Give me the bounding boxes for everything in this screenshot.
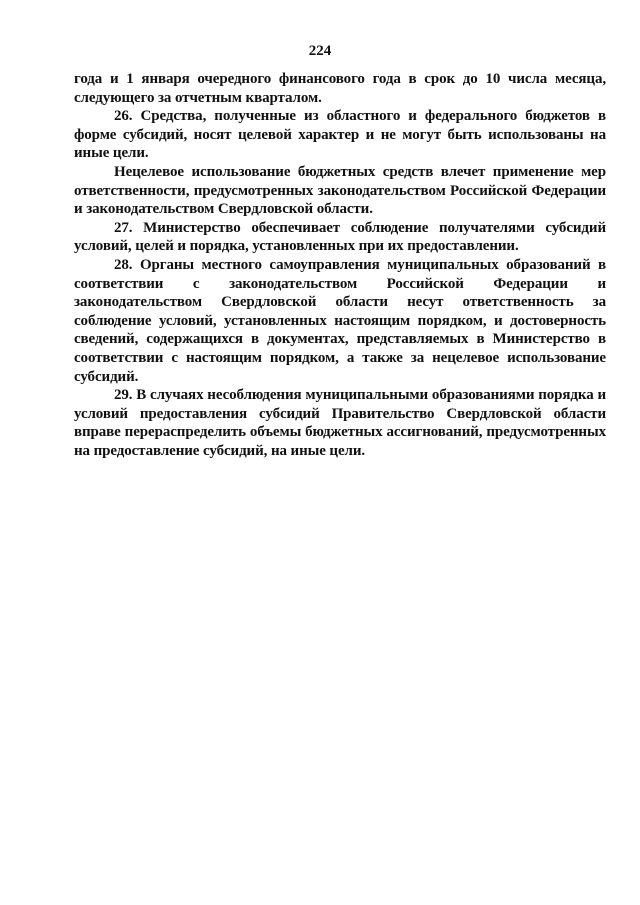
paragraph-continuation: года и 1 января очередного финансового года в срок до 10 числа месяца, следующего за отчетным кварталом. <box>74 71 606 106</box>
paragraph-29: 29. В случаях несоблюдения муниципальными образованиями порядка и условий предоставления субсидий Правительство Свердловской области вправе перераспределить объемы бюджетных ассигнований, предусмотренных на предоставление субсидий, на иные цели. <box>74 387 606 459</box>
page-number: 224 <box>308 43 332 59</box>
paragraph-27: 27. Министерство обеспечивает соблюдение получателями субсидий условий, целей и порядка, установленных при их предоставлении. <box>74 219 606 255</box>
paragraph-misuse-liability: Нецелевое использование бюджетных средств влечет применение мер ответственности, предусмотренных законодательством Российской Федерации и законодательством Свердловской области. <box>74 163 606 218</box>
paragraph-28: 28. Органы местного самоуправления муниципальных образований в соответствии с законодательством Российской Федерации и законодательством Свердловской области несут ответственность за соблюдение условий, установленных настоящим порядком, и достоверность сведений, содержащихся в документах, представляемых в Министерство в соответствии с настоящим порядком, а также за нецелевое использование субсидий. <box>74 256 606 385</box>
document-body <box>74 70 606 460</box>
paragraph-26: 26. Средства, полученные из областного и федерального бюджетов в форме субсидий, носят целевой характер и не могут быть использованы на иные цели. <box>74 108 606 162</box>
